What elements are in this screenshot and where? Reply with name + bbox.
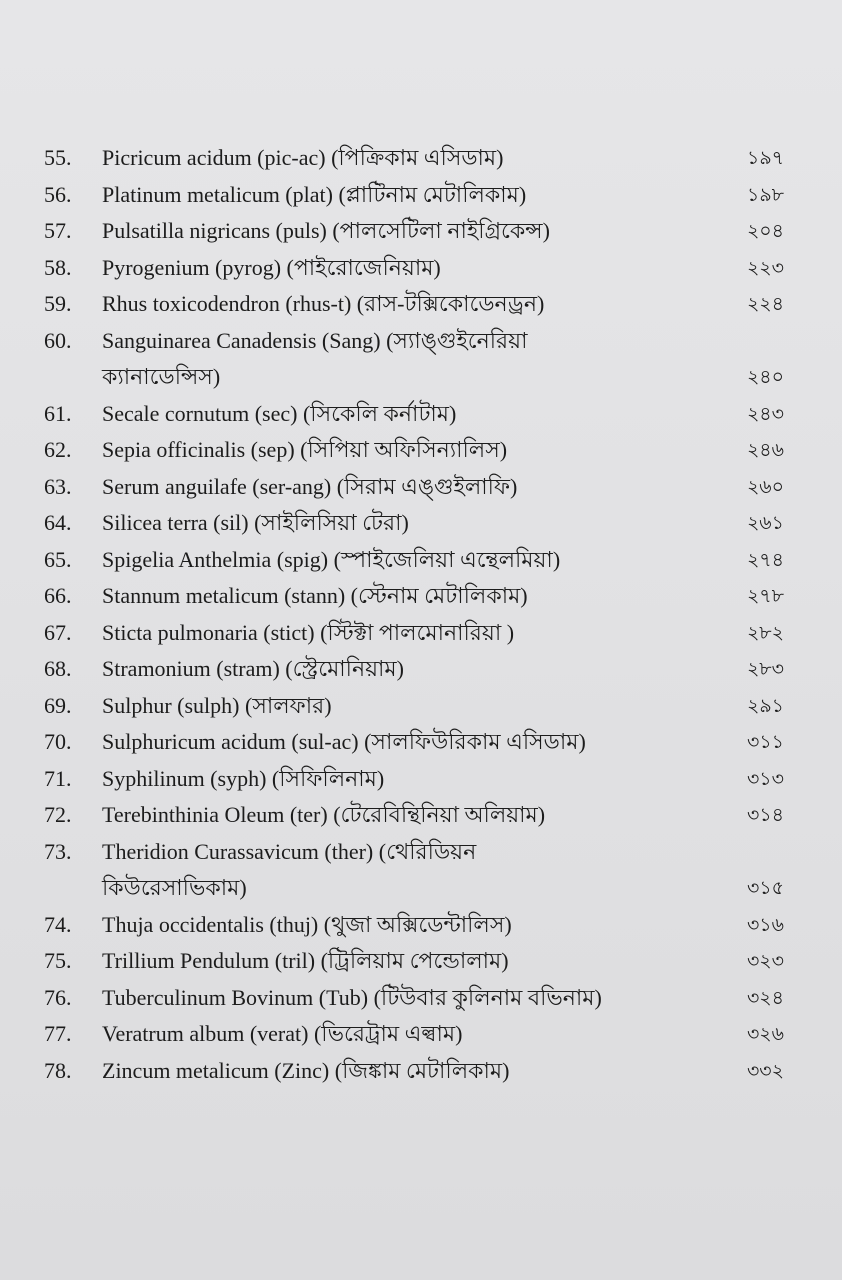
entry-page: ১৯৭ [746, 147, 784, 169]
entry-page: ৩২৬ [746, 1023, 784, 1045]
entry-number: 67. [44, 619, 72, 645]
entry-title: Sulphur (sulph) (সালফার) [102, 692, 332, 718]
entry-page: ২২৪ [746, 293, 784, 315]
entry-title: Stannum metalicum (stann) (স্টেনাম মেটালিকাম) [102, 583, 528, 608]
entry-title-line2: কিউরেসাভিকাম) [102, 875, 247, 900]
entry-title: Terebinthinia Oleum (ter) (টেরেবিন্থিনিয়া অলিয়াম) [102, 802, 546, 827]
entry-title-line2: ক্যানাডেন্সিস) [102, 364, 221, 389]
entry-page: ৩৩২ [746, 1059, 784, 1082]
entry-number: 64. [44, 510, 72, 535]
entry-page: ২৮৩ [746, 658, 784, 680]
toc-entry [44, 651, 784, 688]
toc-entry [44, 213, 784, 250]
toc-entry [44, 286, 784, 323]
entry-page: ১৯৮ [747, 183, 784, 206]
entry-number: 59. [44, 291, 72, 316]
entry-page: ২৮২ [746, 621, 784, 644]
entry-title: Serum anguilafe (ser-ang) (সিরাম এঙ্গুইলাফি) [102, 473, 518, 499]
entry-page: ২৪৩ [746, 402, 784, 425]
toc-entry [44, 323, 784, 396]
toc-entry [44, 1053, 784, 1090]
entry-title: Pyrogenium (pyrog) (পাইরোজেনিয়াম) [102, 254, 441, 280]
entry-title: Secale cornutum (sec) (সিকেলি কর্নাটাম) [102, 400, 457, 426]
entry-page: ৩১৩ [746, 767, 784, 790]
entry-number: 66. [44, 583, 72, 608]
entry-title: Pulsatilla nigricans (puls) (পালসেটিলা নাইগ্রিকেন্স) [102, 218, 550, 243]
entry-title: Veratrum album (verat) (ভিরেট্রাম এল্বাম) [102, 1021, 463, 1046]
entry-title: Sepia officinalis (sep) (সিপিয়া অফিসিন্যালিস) [102, 437, 508, 462]
entry-number: 68. [44, 656, 72, 681]
toc-entry [44, 943, 784, 980]
toc-entry [44, 980, 784, 1017]
entry-title: Picricum acidum (pic-ac) (পিক্রিকাম এসিডাম) [102, 145, 504, 170]
entry-number: 75. [44, 948, 72, 973]
entry-page: ২৪৬ [746, 439, 784, 461]
toc-entry [44, 469, 784, 506]
entry-number: 69. [44, 692, 72, 718]
entry-number: 74. [44, 911, 72, 937]
toc-entry [44, 140, 784, 177]
entry-title: Platinum metalicum (plat) (প্লাটিনাম মেটালিকাম) [102, 181, 527, 207]
toc-entry [44, 724, 784, 761]
toc-entry [44, 834, 784, 907]
entry-page: ৩১৬ [746, 913, 784, 936]
entry-number: 77. [44, 1021, 72, 1046]
entry-title: Silicea terra (sil) (সাইলিসিয়া টেরা) [102, 510, 409, 535]
entry-number: 70. [44, 729, 72, 754]
entry-number: 78. [44, 1057, 72, 1083]
toc-entry [44, 688, 784, 725]
entry-title [102, 834, 738, 907]
entry-title: Zincum metalicum (Zinc) (জিঙ্কাম মেটালিকাম) [102, 1057, 510, 1083]
entry-page: ৩১১ [746, 731, 784, 753]
entry-number: 55. [44, 145, 72, 170]
entry-page: ৩২৩ [746, 950, 784, 972]
entry-page: ২৬০ [746, 475, 784, 498]
entry-page: ৩১৫ [746, 877, 784, 899]
entry-number: 76. [44, 984, 72, 1010]
entry-number: 72. [44, 802, 72, 827]
entry-title: Tuberculinum Bovinum (Tub) (টিউবার কুলিনাম বভিনাম) [102, 984, 602, 1010]
entry-number: 65. [44, 546, 72, 572]
entry-number: 60. [44, 327, 72, 353]
entry-page: ২২৩ [746, 256, 784, 279]
entry-title [102, 323, 738, 396]
entry-page: ২৬১ [746, 512, 784, 534]
entry-page: ২০৪ [746, 220, 784, 242]
entry-number: 58. [44, 254, 72, 280]
entry-number: 62. [44, 437, 72, 462]
entry-title: Thuja occidentalis (thuj) (থুজা অক্সিডেন্টালিস) [102, 911, 512, 937]
entry-number: 57. [44, 218, 72, 243]
entry-number: 71. [44, 765, 72, 791]
entry-title: Sticta pulmonaria (stict) (স্টিক্টা পালমোনারিয়া ) [102, 619, 515, 645]
toc-entry [44, 797, 784, 834]
toc-entry [44, 396, 784, 433]
table-of-contents [44, 140, 784, 1089]
entry-number: 63. [44, 473, 72, 499]
entry-page: ২৭৪ [746, 548, 784, 571]
entry-page: ৩১৪ [746, 804, 784, 826]
toc-entry [44, 505, 784, 542]
entry-title: Spigelia Anthelmia (spig) (স্পাইজেলিয়া এন্থেলমিয়া) [102, 546, 561, 572]
entry-title-line1: Theridion Curassavicum (ther) (থেরিডিয়ন [102, 838, 477, 864]
entry-title: Trillium Pendulum (tril) (ট্রিলিয়াম পেন্ডোলাম) [102, 948, 509, 973]
entry-number: 61. [44, 400, 72, 426]
toc-entry [44, 578, 784, 615]
toc-entry [44, 615, 784, 652]
entry-page: ২৯১ [746, 694, 784, 717]
toc-entry [44, 907, 784, 944]
toc-entry [44, 432, 784, 469]
toc-entry [44, 761, 784, 798]
entry-page: ২৭৮ [746, 585, 784, 607]
toc-entry [44, 542, 784, 579]
toc-entry [44, 1016, 784, 1053]
entry-number: 56. [44, 181, 72, 207]
entry-page: ২৪০ [746, 366, 784, 388]
entry-title: Rhus toxicodendron (rhus-t) (রাস-টক্সিকোডেনড্রন) [102, 291, 545, 316]
entry-title: Stramonium (stram) (স্ট্রেমোনিয়াম) [102, 656, 404, 681]
entry-page: ৩২৪ [746, 986, 784, 1009]
entry-title: Sulphuricum acidum (sul-ac) (সালফিউরিকাম এসিডাম) [102, 729, 586, 754]
entry-title: Syphilinum (syph) (সিফিলিনাম) [102, 765, 385, 791]
entry-number: 73. [44, 838, 72, 864]
entry-title-line1: Sanguinarea Canadensis (Sang) (স্যাঙ্গুইনেরিয়া [102, 327, 528, 353]
toc-entry [44, 177, 784, 214]
toc-entry [44, 250, 784, 287]
